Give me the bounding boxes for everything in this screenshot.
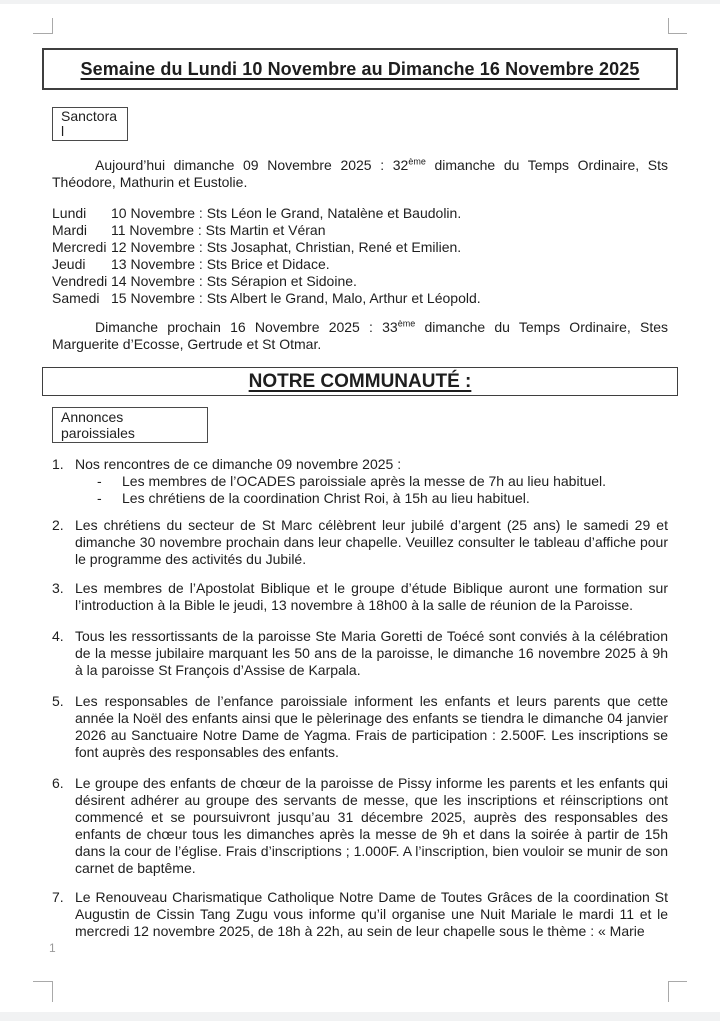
item-text: Les chrétiens du secteur de St Marc célèbrent leur jubilé d’argent (25 ans) le samedi 29 et dimanche 30 novembre prochain dans leur chapelle. Veuillez consulter le tableau d’affiche pour le programme des activités du Jubilé. [75,517,668,567]
margin-mark-bottom-left-icon [33,981,53,1002]
day-saints: 13 Novembre : Sts Brice et Didace. [111,256,330,272]
item-text: Nos rencontres de ce dimanche 09 novembre 2025 : [75,456,402,472]
day-name: Mardi [52,222,88,238]
sanctoral-label: Sanctoral [61,108,118,139]
today-paragraph [52,157,668,191]
item-number: 5. [52,693,64,709]
bullet-dash: - [97,490,102,506]
next-page-gap [0,1012,720,1021]
announcement-item [52,693,668,761]
annonces-label-box [52,407,208,443]
item-number: 7. [52,889,64,905]
saint-row [52,222,668,239]
item-text: Le groupe des enfants de chœur de la paroisse de Pissy informe les parents et les enfants qui désirent adhérer au groupe des servants de messe, que les inscriptions et réinscriptions ont commencé et se poursuivront jusqu’au 31 décembre 2025, auprès des responsables des enfants de chœur tous les dimanches après la messe de 9h et dans la soirée à partir de 15h dans la cour de l’église. Frais d’inscriptions ; 1.000F. A l’inscription, bien vouloir se munir de son carnet de baptême. [75,775,668,876]
bullet-dash: - [97,473,102,489]
today-text-prefix: Aujourd’hui dimanche 09 Novembre 2025 : 32 [95,157,409,173]
margin-mark-top-right-icon [668,18,687,34]
announcement-item [52,456,668,507]
item-text: Les responsables de l’enfance paroissiale informent les enfants et leurs parents que cette année la Noël des enfants ainsi que le pèlerinage des enfants se tiendra le dimanche 04 janvier 2026 au Sanctuaire Notre Dame de Yagma. Frais de participation : 2.500F. Les inscriptions se font auprès des responsables des enfants. [75,693,668,760]
margin-mark-top-left-icon [33,18,53,34]
sub-bullet [75,473,668,490]
day-name: Jeudi [52,256,86,272]
day-saints: 15 Novembre : Sts Albert le Grand, Malo, Arthur et Léopold. [111,290,481,306]
item-number: 1. [52,456,64,472]
day-saints: 14 Novembre : Sts Sérapion et Sidoine. [111,273,357,289]
bullet-text: Les chrétiens de la coordination Christ Roi, à 15h au lieu habituel. [122,490,530,506]
saint-row [52,290,668,307]
community-heading-box [42,367,678,396]
saints-of-week-list [52,205,668,307]
announcement-item [52,889,668,940]
announcement-item [52,517,668,568]
page-number: 1 [49,941,56,955]
item-text: Tous les ressortissants de la paroisse Ste Maria Goretti de Toécé sont conviés à la célébration de la messe jubilaire marquant les 50 ans de la paroisse, le dimanche 16 novembre 2025 à 9h à la paroisse St François d’Assise de Karpala. [75,628,668,678]
announcement-item [52,580,668,614]
document-body [52,0,668,940]
margin-mark-bottom-right-icon [668,981,687,1002]
day-name: Samedi [52,290,100,306]
sanctoral-label-box [52,107,128,141]
sub-bullet [75,490,668,507]
next-sunday-prefix: Dimanche prochain 16 Novembre 2025 : 33 [95,319,398,335]
bullet-text: Les membres de l’OCADES paroissiale après la messe de 7h au lieu habituel. [122,473,607,489]
item-number: 4. [52,628,64,644]
saint-row [52,273,668,290]
ordinal-superscript: ème [408,156,426,167]
item-number: 6. [52,775,64,791]
announcement-item [52,628,668,679]
day-name: Vendredi [52,273,108,289]
item-text: Les membres de l’Apostolat Biblique et le groupe d’étude Biblique auront une formation sur l’introduction à la Bible le jeudi, 13 novembre à 18h00 à la salle de réunion de la Paroisse. [75,580,668,613]
day-name: Lundi [52,205,87,221]
item-number: 3. [52,580,64,596]
community-heading: NOTRE COMMUNAUTÉ : [248,371,472,392]
week-title: Semaine du Lundi 10 Novembre au Dimanche 16 Novembre 2025 [80,58,640,79]
annonces-label: Annonces paroissiales [61,409,135,441]
day-saints: 10 Novembre : Sts Léon le Grand, Natalène et Baudolin. [111,205,462,221]
next-sunday-paragraph [52,319,668,353]
saint-row [52,256,668,273]
item-text: Le Renouveau Charismatique Catholique Notre Dame de Toutes Grâces de la coordination St Augustin de Cissin Tang Zugu vous informe qu’il organise une Nuit Mariale le mardi 11 et le mercredi 12 novembre 2025, de 18h à 22h, au sein de leur chapelle sous le thème : « Marie [75,889,668,939]
ordinal-superscript: ème [397,318,416,329]
today-text-suffix: dimanche du Temps Ordinaire, Sts Théodore, Mathurin et Eustolie. [52,157,668,190]
announcement-item [52,775,668,877]
day-saints: 11 Novembre : Sts Martin et Véran [111,222,326,238]
item-number: 2. [52,517,64,533]
week-title-box [42,48,678,90]
day-name: Mercredi [52,239,107,255]
saint-row [52,239,668,256]
next-sunday-suffix: dimanche du Temps Ordinaire, Stes Marguerite d’Ecosse, Gertrude et St Otmar. [52,319,668,352]
day-saints: 12 Novembre : Sts Josaphat, Christian, René et Emilien. [111,239,462,255]
saint-row [52,205,668,222]
